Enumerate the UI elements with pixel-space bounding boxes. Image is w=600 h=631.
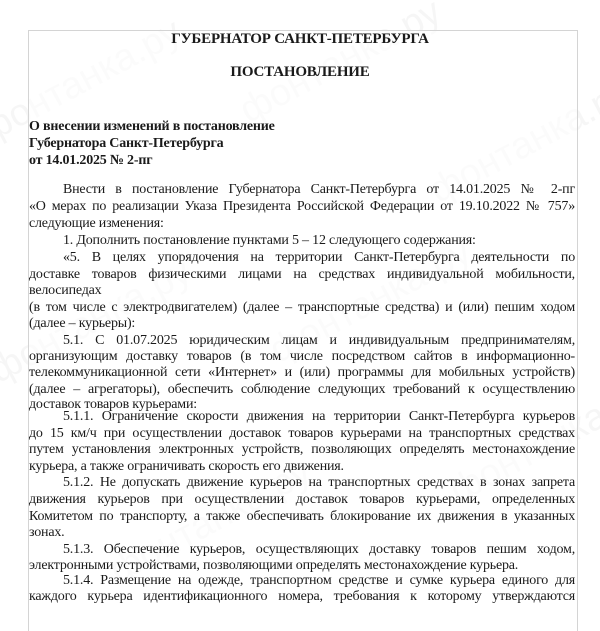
body-line: следующие изменения: <box>29 216 164 231</box>
body-line: доставок товаров курьерами: <box>29 397 197 412</box>
body-line: путем установления электронных устройств, позволяющих определять местонахождение <box>29 442 575 457</box>
body-line: Внести в постановление Губернатора Санкт-Петербурга от 14.01.2025 № 2-пг <box>63 182 575 197</box>
subject-line: Губернатора Санкт-Петербурга <box>29 136 224 151</box>
body-line: (далее – курьеры): <box>29 316 136 331</box>
body-line: организующим доставку товаров (в том числе посредством сайтов в информационно- <box>29 349 575 364</box>
body-line: телекоммуникационной сети «Интернет» и (или) программы для мобильных устройств) <box>29 365 575 380</box>
body-line: зонах. <box>29 525 65 540</box>
body-line: (далее – агрегаторы), обеспечить соблюдение следующих требований к осуществлению <box>29 382 575 397</box>
body-line: 1. Дополнить постановление пунктами 5 – 12 следующего содержания: <box>63 233 476 248</box>
body-line: (в том числе с электродвигателем) (далее – транспортные средства) и (или) пешим ходом <box>29 300 575 315</box>
document-type: ПОСТАНОВЛЕНИЕ <box>230 64 370 80</box>
body-line: каждого курьера идентификационного номера, требования к которому утверждаются <box>29 589 575 604</box>
body-line: 5.1. С 01.07.2025 юридическим лицам и индивидуальным предпринимателям, <box>63 333 575 348</box>
body-line: 5.1.3. Обеспечение курьеров, осуществляющих доставку товаров пешим ходом, <box>63 542 575 557</box>
body-line: движения курьеров при осуществлении доставок товаров курьерами, определенных <box>29 492 575 507</box>
body-line: 5.1.1. Ограничение скорости движения на территории Санкт-Петербурга курьеров <box>63 409 575 424</box>
subject-line: О внесении изменений в постановление <box>29 119 275 134</box>
body-line: «О мерах по реализации Указа Президента Российской Федерации от 19.10.2022 № 757» <box>29 199 575 214</box>
body-line: 5.1.2. Не допускать движение курьеров на транспортных средствах в зонах запрета <box>63 475 575 490</box>
body-line: Комитетом по транспорту, а также обеспечивать блокирование их движения в указанных <box>29 509 575 524</box>
subject-line: от 14.01.2025 № 2-пг <box>29 153 153 168</box>
body-line: велосипедах <box>29 283 102 298</box>
body-line: доставке товаров физическими лицами на средствах индивидуальной мобильности, <box>29 267 575 282</box>
document-title: ГУБЕРНАТОР САНКТ-ПЕТЕРБУРГА <box>171 31 429 47</box>
body-line: 5.1.4. Размещение на одежде, транспортном средстве и сумке курьера единого для <box>63 573 575 588</box>
body-line: до 15 км/ч при осуществлении доставок товаров курьерами на транспортных средствах <box>29 426 575 441</box>
body-line: «5. В целях упорядочения на территории Санкт-Петербурга деятельности по <box>63 250 575 265</box>
body-line: курьера, а также ограничивать скорость его движения. <box>29 459 344 474</box>
body-line: электронными устройствами, позволяющими определять местонахождение курьера. <box>29 558 519 573</box>
